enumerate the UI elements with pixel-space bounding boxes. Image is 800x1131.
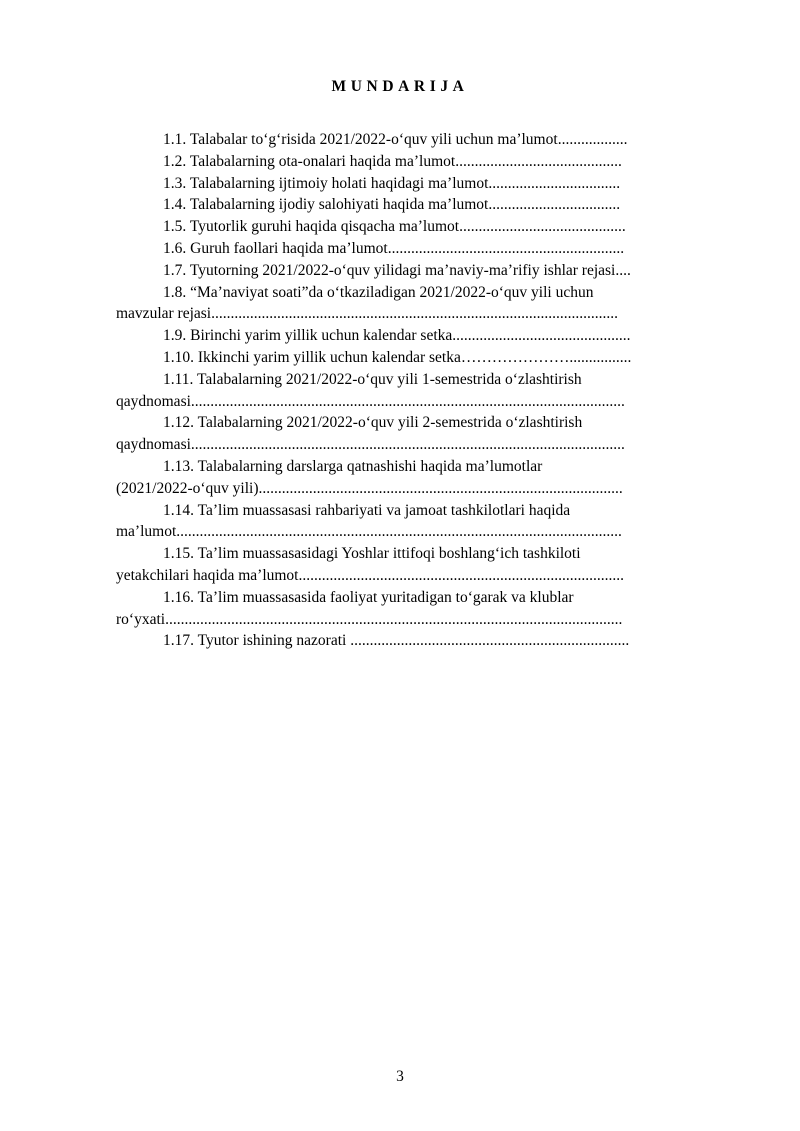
toc-entry-1-4[interactable] [116, 194, 742, 216]
toc-leader: ........................................... [459, 218, 626, 236]
toc-line [116, 587, 742, 609]
toc-number: 1.9. [163, 327, 187, 345]
toc-entry-1-14[interactable] [116, 500, 742, 544]
toc-entry-1-15[interactable] [116, 543, 742, 587]
toc-entry-1-9[interactable] [116, 325, 742, 347]
toc-leader: .... [615, 261, 631, 279]
toc-line [116, 391, 742, 413]
toc-text: Ta’lim muassasasidagi Yoshlar ittifoqi boshlang‘ich tashkiloti [197, 545, 581, 563]
toc-number: 1.15. [163, 545, 194, 563]
toc-text: Tyutor ishining nazorati [197, 632, 347, 650]
toc-leader: .................................. [488, 174, 621, 192]
toc-entry-1-12[interactable] [116, 412, 742, 456]
toc-leader: .............................................. [452, 327, 631, 345]
toc-number: 1.5. [163, 218, 187, 236]
toc-entry-1-7[interactable] [116, 260, 742, 282]
toc-number: 1.10. [163, 348, 194, 366]
toc-number: 1.14. [163, 501, 194, 519]
toc-entry-1-5[interactable] [116, 216, 742, 238]
toc-line [116, 500, 742, 522]
toc-text-continued: yetakchilari haqida ma’lumot [116, 566, 299, 584]
toc-text: Guruh faollari haqida ma’lumot [190, 239, 388, 257]
toc-entry-1-10[interactable] [116, 347, 742, 369]
toc-entry-1-3[interactable] [116, 173, 742, 195]
toc-entry-1-11[interactable] [116, 369, 742, 413]
toc-leader: ........................................................................ [346, 632, 630, 650]
toc-number: 1.8. [163, 283, 187, 301]
toc-number: 1.7. [163, 261, 187, 279]
toc-entry-1-1[interactable] [116, 129, 742, 151]
toc-line [116, 412, 742, 434]
toc-entry-1-13[interactable] [116, 456, 742, 500]
toc-text-continued: qaydnomasi [116, 392, 191, 410]
toc-line [116, 434, 742, 456]
toc-leader: ............................................................. [387, 239, 625, 257]
toc-line [116, 543, 742, 565]
toc-number: 1.3. [163, 174, 187, 192]
page-title: MUNDARIJA [331, 78, 469, 95]
toc-text: Ta’lim muassasasida faoliyat yuritadigan to‘garak va klublar [197, 588, 574, 606]
toc-text: Talabalarning ijodiy salohiyati haqida ma’lumot [189, 196, 489, 214]
toc-entry-1-6[interactable] [116, 238, 742, 260]
toc-number: 1.11. [163, 370, 194, 388]
toc-leader: …………………................ [460, 348, 632, 366]
toc-line [116, 456, 742, 478]
toc-leader: ................................................................................................................... [176, 523, 622, 541]
toc-leader: ................................................................................................................ [190, 392, 625, 410]
toc-line [116, 478, 742, 500]
toc-text: Talabalarning ijtimoiy holati haqidagi ma’lumot [189, 174, 489, 192]
toc-number: 1.16. [163, 588, 194, 606]
toc-line [116, 303, 742, 325]
toc-number: 1.12. [163, 414, 194, 432]
toc-leader: .................................. [488, 196, 621, 214]
toc-number: 1.4. [163, 196, 187, 214]
toc-number: 1.13. [163, 457, 194, 475]
toc-text-continued: mavzular rejasi [116, 305, 212, 323]
toc-text: Birinchi yarim yillik uchun kalendar setka [190, 327, 453, 345]
toc-entry-1-17[interactable] [116, 630, 742, 652]
toc-leader: .................................................................................... [298, 566, 624, 584]
toc-text: Talabalarning 2021/2022-o‘quv yili 2-semestrida o‘zlashtirish [197, 414, 583, 432]
toc-text-continued: ma’lumot [116, 523, 177, 541]
page-number: 3 [396, 1068, 404, 1085]
toc-line [116, 521, 742, 543]
toc-text: Tyutorlik guruhi haqida qisqacha ma’lumot [189, 218, 460, 236]
toc-text-continued: ro‘yxati [116, 610, 166, 628]
toc-text: Talabalar to‘g‘risida 2021/2022-o‘quv yili uchun ma’lumot [189, 131, 558, 148]
toc-leader: ......................................................................................................... [211, 305, 618, 323]
toc-line [116, 282, 742, 304]
toc-leader: .................. [557, 131, 628, 148]
toc-line [116, 609, 742, 631]
toc-leader: ...................................................................................................................... [165, 610, 623, 628]
toc-leader: .............................................................................................. [258, 479, 623, 497]
toc-text: Talabalarning 2021/2022-o‘quv yili 1-semestrida o‘zlashtirish [197, 370, 582, 388]
toc-number: 1.1. [163, 131, 187, 148]
toc-text-continued: (2021/2022-o‘quv yili) [116, 479, 259, 497]
toc-number: 1.2. [163, 152, 187, 170]
toc-entry-1-16[interactable] [116, 587, 742, 631]
toc-leader: ................................................................................................................ [190, 436, 625, 454]
toc-number: 1.17. [163, 632, 194, 650]
toc-text: Ta’lim muassasasi rahbariyati va jamoat tashkilotlari haqida [197, 501, 571, 519]
toc-text: Ikkinchi yarim yillik uchun kalendar setka [197, 348, 461, 366]
toc-entry-1-2[interactable] [116, 151, 742, 173]
toc-text: Talabalarning darslarga qatnashishi haqida ma’lumotlar [197, 457, 543, 475]
toc-number: 1.6. [163, 239, 187, 257]
toc-text: “Ma’naviyat soati”da o‘tkaziladigan 2021/2022-o‘quv yili uchun [190, 283, 594, 301]
toc-line [116, 369, 742, 391]
toc-leader: ........................................... [455, 152, 622, 170]
table-of-contents [116, 129, 742, 652]
toc-line [116, 565, 742, 587]
toc-entry-1-8[interactable] [116, 282, 742, 326]
toc-text: Tyutorning 2021/2022-o‘quv yilidagi ma’naviy-ma’rifiy ishlar rejasi [189, 261, 616, 279]
toc-text-continued: qaydnomasi [116, 436, 191, 454]
toc-text: Talabalarning ota-onalari haqida ma’lumot [189, 152, 456, 170]
